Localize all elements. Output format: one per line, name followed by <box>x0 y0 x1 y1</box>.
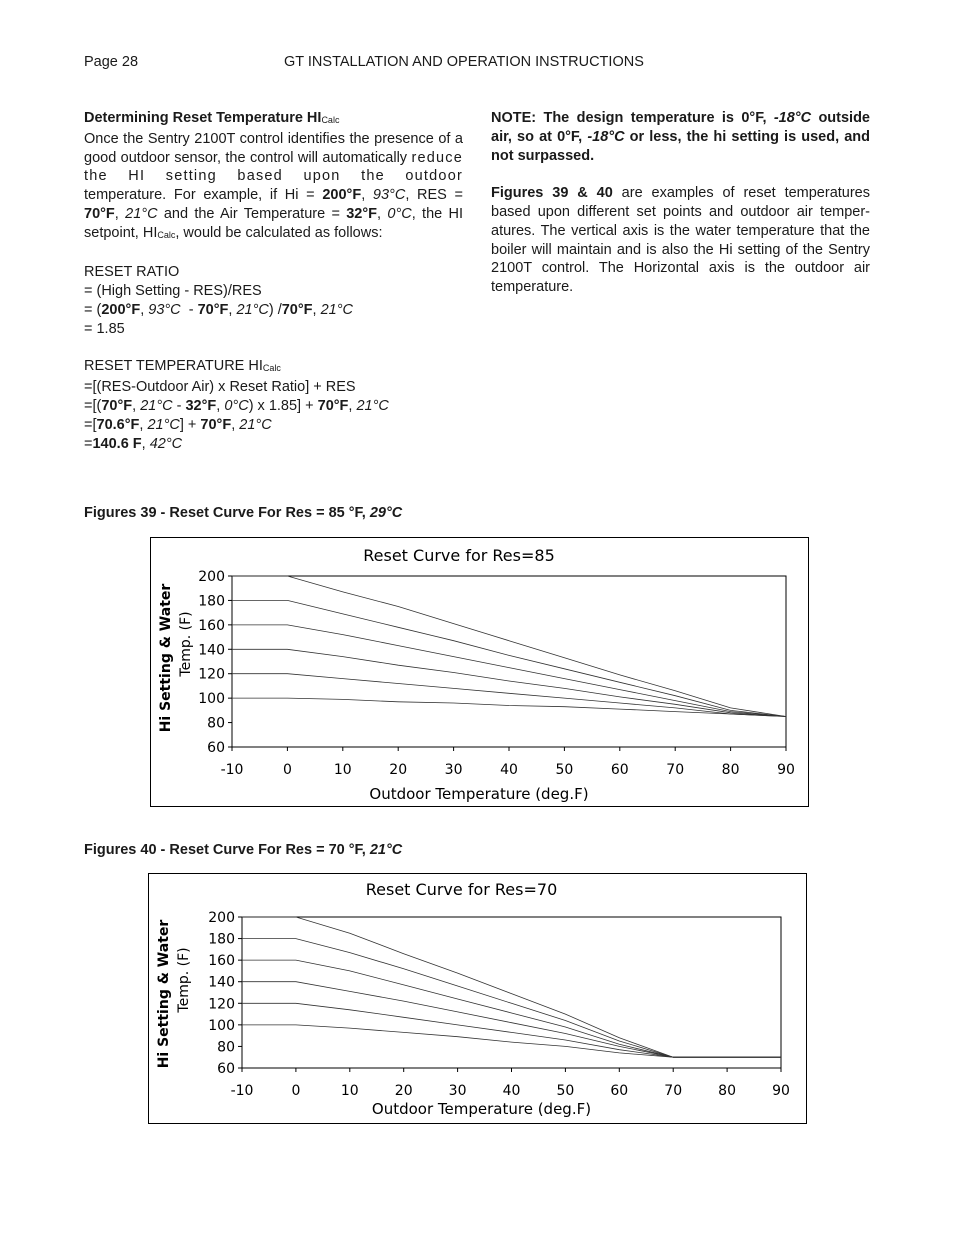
y-tick-label: 80 <box>217 1039 235 1056</box>
left-column <box>84 109 463 453</box>
plot-area-frame <box>242 917 781 1068</box>
x-tick-label: 30 <box>448 1083 467 1099</box>
y-tick-label: 200 <box>198 569 225 585</box>
design-temp-note: NOTE: The design temperature is 0°F, -18°C outside air, so at 0°F, -18°C or less, the hi setting is used, and not surpassed. <box>491 110 870 164</box>
x-tick-label: -10 <box>220 762 244 778</box>
reset-curve-chart-res85 <box>151 538 808 806</box>
series-line-hi-140 <box>242 982 781 1057</box>
y-tick-label: 160 <box>208 953 235 970</box>
y-tick-label: 120 <box>208 996 235 1013</box>
temp-formula: =[(RES-Outdoor Air) x Reset Ratio] + RES <box>84 379 356 396</box>
temp-substitution: =[(70°F, 21°C - 32°F, 0°C) x 1.85] + 70°F, 21°C <box>84 397 389 414</box>
x-axis-label: Outdoor Temperature (deg.F) <box>369 785 589 803</box>
x-tick-label: 80 <box>721 762 740 778</box>
series-line-hi-120 <box>232 674 786 717</box>
y-tick-label: 180 <box>208 931 235 948</box>
y-axis-label-units: Temp. (F) <box>176 947 192 1013</box>
plot-area-frame <box>232 576 786 747</box>
y-tick-label: 60 <box>217 1061 235 1077</box>
series-line-hi-180 <box>242 939 781 1058</box>
y-tick-label: 100 <box>208 1017 235 1034</box>
x-tick-label: 10 <box>340 1083 359 1099</box>
x-tick-label: 30 <box>444 762 463 778</box>
x-tick-label: 70 <box>664 1083 683 1099</box>
y-tick-label: 80 <box>207 715 225 732</box>
section-heading: Determining Reset Temperature $HI_{Calc}$ <box>84 110 340 126</box>
y-tick-label: 200 <box>208 910 235 926</box>
page-number: Page 28 <box>84 54 139 70</box>
figure-40-chart <box>148 873 807 1124</box>
figure-40-caption: Figures 40 - Reset Curve For Res = 70 °F, 21°C <box>84 842 403 858</box>
series-line-hi-160 <box>242 960 781 1057</box>
x-tick-label: 90 <box>777 762 795 778</box>
series-line-hi-100 <box>232 698 786 716</box>
x-tick-label: -10 <box>230 1083 254 1099</box>
y-axis-label: Hi Setting & Water <box>158 583 174 733</box>
ratio-result: = 1.85 <box>84 320 125 337</box>
ratio-substitution: = (200°F, 93°C - 70°F, 21°C) /70°F, 21°C <box>84 301 353 318</box>
x-tick-label: 40 <box>502 1083 521 1099</box>
reset-curve-chart-res70 <box>149 874 806 1123</box>
series-line-hi-200 <box>232 576 786 717</box>
y-tick-label: 180 <box>198 593 225 610</box>
chart-title: Reset Curve for Res=70 <box>365 880 558 899</box>
figure-39-caption: Figures 39 - Reset Curve For Res = 85 °F, 29°C <box>84 505 403 521</box>
x-tick-label: 0 <box>282 762 292 778</box>
chart-title: Reset Curve for Res=85 <box>363 546 555 565</box>
temp-title: RESET TEMPERATURE $HI_{Calc}$ <box>84 358 281 375</box>
x-axis-label: Outdoor Temperature (deg.F) <box>371 1100 592 1118</box>
x-tick-label: 90 <box>772 1083 790 1099</box>
figures-description: Figures 39 & 40 are examples of reset temperatures based upon different set points and outdoor air temper-atures. The vertical axis is the water temperature that the boiler will maintain and is also the Hi setting of the Sentry 2100T control. The Horizontal axis is the outdoor air temperature. <box>491 185 871 296</box>
intro-paragraph: Once the Sentry 2100T control identifies the presence of a good outdoor sensor, the control will automatically reduce the HI setting based upon the outdoor temperature. For example, if Hi = 200°F, 93°C, RES = 70°F, 21°C and the Air Temperature = 32°F, 0°C, the HI setpoint, $HI_{Calc}$, would be calculated as follows: <box>84 130 464 241</box>
x-tick-label: 10 <box>333 762 352 778</box>
x-tick-label: 60 <box>610 1083 629 1099</box>
y-tick-label: 120 <box>198 666 225 683</box>
x-tick-label: 20 <box>389 762 408 778</box>
figure-39-chart <box>150 537 809 807</box>
series-line-hi-200 <box>242 917 781 1057</box>
y-axis-label-units: Temp. (F) <box>178 611 194 677</box>
y-tick-label: 160 <box>198 617 225 634</box>
x-tick-label: 20 <box>394 1083 413 1099</box>
x-tick-label: 60 <box>610 762 629 778</box>
y-tick-label: 140 <box>208 974 235 991</box>
y-tick-label: 100 <box>198 691 225 708</box>
document-title: GT INSTALLATION AND OPERATION INSTRUCTIONS <box>284 54 644 70</box>
x-tick-label: 0 <box>291 1083 301 1099</box>
x-tick-label: 50 <box>555 762 574 778</box>
right-column <box>491 109 870 297</box>
temp-intermediate: =[70.6°F, 21°C] + 70°F, 21°C <box>84 416 272 433</box>
series-line-hi-100 <box>242 1025 781 1057</box>
x-tick-label: 80 <box>718 1083 737 1099</box>
ratio-title: RESET RATIO <box>84 264 180 281</box>
temp-result: =140.6 F, 42°C <box>84 435 183 452</box>
x-tick-label: 50 <box>556 1083 575 1099</box>
x-tick-label: 70 <box>666 762 685 778</box>
y-tick-label: 140 <box>198 642 225 659</box>
x-tick-label: 40 <box>500 762 518 778</box>
series-line-hi-120 <box>242 1003 781 1057</box>
y-axis-label: Hi Setting & Water <box>156 919 172 1069</box>
y-tick-label: 60 <box>207 740 225 756</box>
ratio-formula: = (High Setting - RES)/RES <box>84 283 262 300</box>
